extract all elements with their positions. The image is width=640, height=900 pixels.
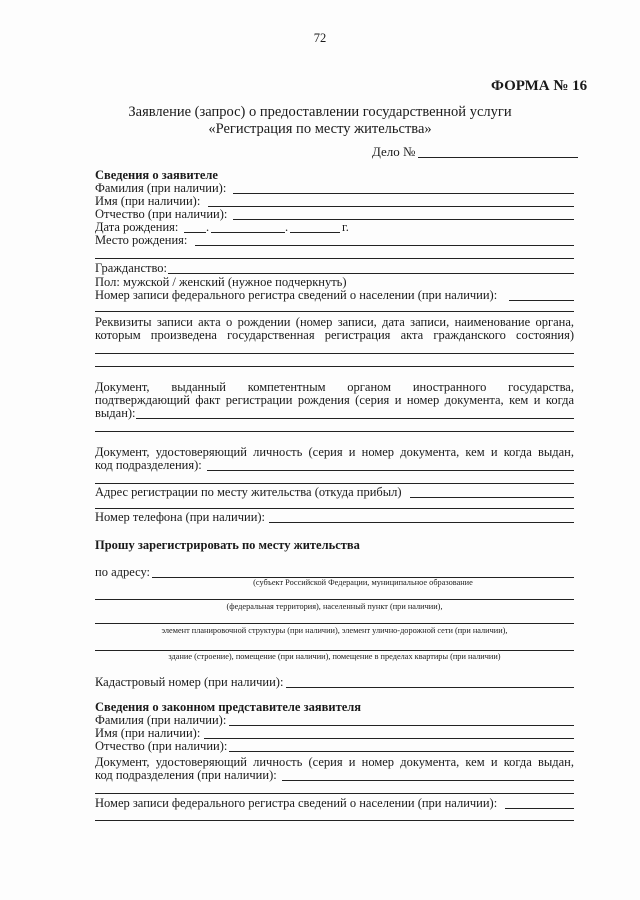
address-caption-3: элемент планировочной структуры (при наличии), элемент улично-дорожной сети (при наличии), <box>161 626 508 635</box>
birth-month-field[interactable] <box>211 220 285 234</box>
applicant-patronymic-label: Отчество (при наличии): <box>95 207 228 221</box>
case-no-field[interactable] <box>418 145 578 159</box>
registry-extra-line <box>95 311 574 312</box>
applicant-name-field[interactable] <box>208 194 574 208</box>
form-heading-line2: «Регистрация по месту жительства» <box>208 121 432 137</box>
birth-act-label-line1: Реквизиты записи акта о рождении (номер записи, дата записи, наименование органа, <box>95 315 574 329</box>
applicant-section-title: Сведения о заявителе <box>95 168 218 182</box>
foreign-doc-extra-line[interactable] <box>95 431 574 432</box>
foreign-doc-label-line3: выдан): <box>95 406 136 420</box>
applicant-patronymic-field[interactable] <box>233 207 574 221</box>
id-doc-extra-line[interactable] <box>95 483 574 484</box>
address-label: по адресу: <box>95 565 151 579</box>
id-doc-label-line2: код подразделения): <box>95 458 202 472</box>
rep-id-doc-label-line2: код подразделения (при наличии): <box>95 768 277 782</box>
applicant-sex-label: Пол: мужской / женский (нужное подчеркнуть) <box>95 275 347 289</box>
rep-surname-label: Фамилия (при наличии): <box>95 713 227 727</box>
birth-act-line-2[interactable] <box>95 366 574 367</box>
birth-act-label-line2: которым произведена государственная регистрация акта гражданского состояния) <box>95 328 574 342</box>
address-caption-1: (субъект Российской Федерации, муниципальное образование <box>253 578 473 587</box>
address-field-2[interactable] <box>95 599 574 600</box>
cadastral-label: Кадастровый номер (при наличии): <box>95 675 284 689</box>
rep-registry-extra-line[interactable] <box>95 820 574 821</box>
case-no-label: Дело № <box>372 144 416 159</box>
applicant-citizenship-field[interactable] <box>168 261 574 275</box>
date-separator-dot: . <box>285 220 289 234</box>
phone-label: Номер телефона (при наличии): <box>95 510 266 524</box>
prev-address-label: Адрес регистрации по месту жительства (откуда прибыл) <box>95 485 402 499</box>
cadastral-field[interactable] <box>286 675 574 689</box>
birth-place-extra-line <box>95 258 574 259</box>
birth-act-line-1[interactable] <box>95 353 574 354</box>
rep-id-doc-field[interactable] <box>282 768 574 782</box>
address-field-4[interactable] <box>95 650 574 651</box>
foreign-doc-label-line2: подтверждающий факт регистрации рождения (серия и номер документа, кем и когда <box>95 393 574 407</box>
prev-address-field[interactable] <box>410 485 574 499</box>
rep-surname-field[interactable] <box>229 713 574 727</box>
applicant-surname-field[interactable] <box>233 181 574 195</box>
applicant-citizenship-label: Гражданство: <box>95 261 168 275</box>
applicant-name-label: Имя (при наличии): <box>95 194 201 208</box>
id-doc-label-line1: Документ, удостоверяющий личность (серия и номер документа, кем и когда выдан, <box>95 445 574 459</box>
date-separator-dot: . <box>206 220 210 234</box>
applicant-registry-label: Номер записи федерального регистра сведений о населении (при наличии): <box>95 288 498 302</box>
applicant-birth-date-label: Дата рождения: <box>95 220 179 234</box>
address-caption-2: (федеральная территория), населенный пункт (при наличии), <box>226 602 443 611</box>
rep-registry-label: Номер записи федерального регистра сведений о населении (при наличии): <box>95 796 498 810</box>
foreign-doc-field[interactable] <box>136 406 574 420</box>
rep-id-doc-label-line1: Документ, удостоверяющий личность (серия и номер документа, кем и когда выдан, <box>95 755 574 769</box>
birth-day-field[interactable] <box>184 220 206 234</box>
id-doc-field[interactable] <box>207 458 574 472</box>
applicant-birth-place-label: Место рождения: <box>95 233 188 247</box>
form-heading-line1: Заявление (запрос) о предоставлении государственной услуги <box>128 104 512 120</box>
applicant-surname-label: Фамилия (при наличии): <box>95 181 227 195</box>
rep-patronymic-label: Отчество (при наличии): <box>95 739 228 753</box>
rep-id-doc-extra-line[interactable] <box>95 793 574 794</box>
birth-year-suffix: г. <box>342 220 349 234</box>
request-section-title: Прошу зарегистрировать по месту жительства <box>95 538 360 552</box>
representative-section-title: Сведения о законном представителе заявителя <box>95 700 362 714</box>
address-caption-4: здание (строение), помещение (при наличии), помещение в пределах квартиры (при наличии) <box>168 652 501 661</box>
rep-name-label: Имя (при наличии): <box>95 726 201 740</box>
prev-address-extra-line[interactable] <box>95 508 574 509</box>
applicant-registry-field[interactable] <box>509 288 574 302</box>
form-title: ФОРМА № 16 <box>491 78 588 94</box>
address-field-1[interactable] <box>152 565 574 579</box>
address-field-3[interactable] <box>95 623 574 624</box>
applicant-birth-place-field[interactable] <box>195 233 574 247</box>
page-number: 72 <box>313 31 327 45</box>
rep-patronymic-field[interactable] <box>229 739 574 753</box>
rep-name-field[interactable] <box>204 726 574 740</box>
rep-registry-field[interactable] <box>505 796 574 810</box>
foreign-doc-label-line1: Документ, выданный компетентным органом иностранного государства, <box>95 380 574 394</box>
birth-year-field[interactable] <box>290 220 340 234</box>
phone-field[interactable] <box>269 510 574 524</box>
